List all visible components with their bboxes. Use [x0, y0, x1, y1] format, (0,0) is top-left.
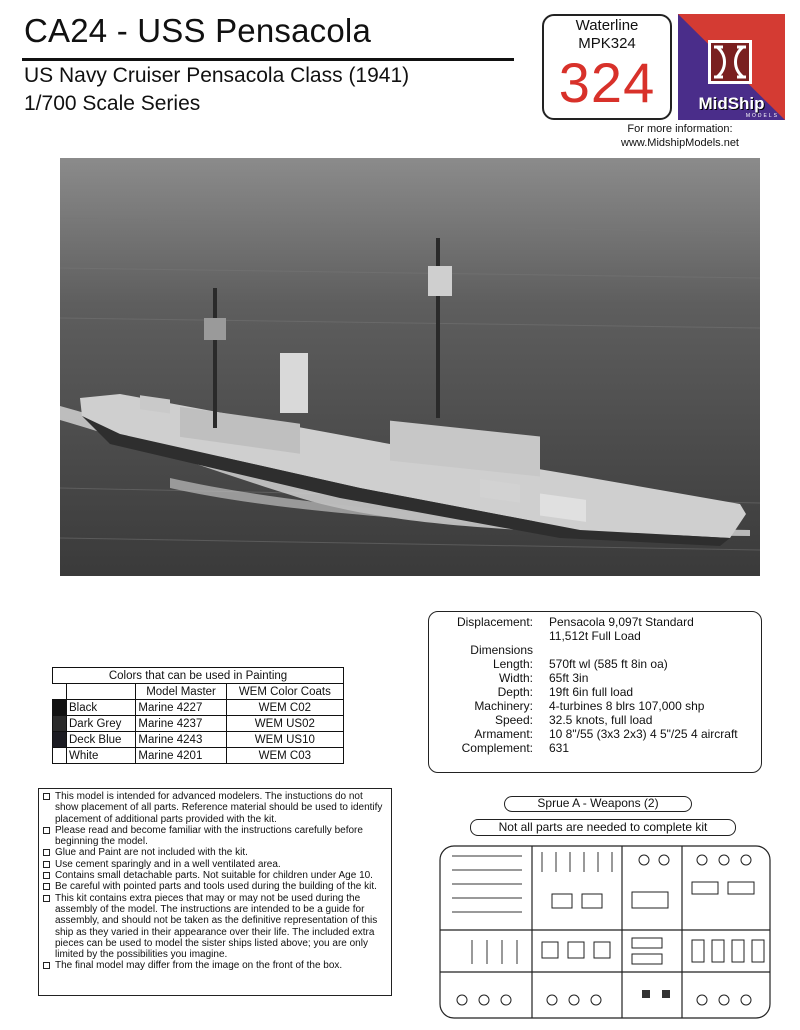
ship-photo	[60, 158, 760, 576]
scale-series: 1/700 Scale Series	[24, 92, 201, 115]
checkbox-icon	[43, 962, 50, 969]
website-link[interactable]: www.MidshipModels.net	[621, 137, 739, 149]
note-item: Contains small detachable parts. Not suitable for children under Age 10.	[43, 870, 387, 881]
spec-row: Length: 570ft wl (585 ft 8in oa)	[492, 657, 668, 671]
note-item: Be careful with pointed parts and tools used during the building of the kit.	[43, 881, 387, 892]
sprue-diagram	[432, 842, 778, 1022]
table-caption: Colors that can be used in Painting	[53, 668, 344, 684]
table-row: Black Marine 4227 WEM C02	[53, 700, 344, 716]
note-item: This model is intended for advanced modelers. The instuctions do not show placement of all parts. Reference material should be used to identify placement of additional parts provided with the kit.	[43, 791, 387, 825]
midship-logo	[678, 14, 785, 120]
spec-row: Machinery: 4-turbines 8 blrs 107,000 shp	[474, 699, 705, 713]
spec-row: Displacement: Pensacola 9,097t Standard	[456, 615, 694, 629]
color-swatch	[53, 732, 67, 748]
table-row: Deck Blue Marine 4243 WEM US10	[53, 732, 344, 748]
color-swatch	[53, 748, 67, 764]
page-title: CA24 - USS Pensacola	[24, 12, 372, 49]
badge-line-1: Waterline	[575, 17, 639, 34]
badge-line-2: MPK324	[578, 35, 636, 52]
sprue-note: Not all parts are needed to complete kit	[470, 819, 736, 836]
info-label: For more information:	[627, 123, 733, 135]
spec-row: Dimensions	[470, 643, 533, 657]
checkbox-icon	[43, 849, 50, 856]
table-row: White Marine 4201 WEM C03	[53, 748, 344, 764]
spec-row: Complement: 631	[461, 741, 570, 755]
note-item: This kit contains extra pieces that may or may not be used during the assembly of the model. The instructions are intended to be a guide for assembly, and should not be taken as the definitive representation of this ship as they varied in their appearance over their life. The included extra pieces can be used to model the sister ships listed above; you are only limited by the possibilities you imagine.	[43, 893, 387, 961]
note-item: The final model may differ from the image on the front of the box.	[43, 960, 387, 971]
table-row: Dark Grey Marine 4237 WEM US02	[53, 716, 344, 732]
color-swatch	[53, 716, 67, 732]
column-header: WEM Color Coats	[226, 684, 343, 700]
logo-sub: MODELS	[745, 113, 779, 119]
note-item: Use cement sparingly and in a well ventilated area.	[43, 859, 387, 870]
checkbox-icon	[43, 827, 50, 834]
logo-name: MidShip	[698, 94, 765, 113]
spec-row: Armament: 10 8"/55 (3x3 2x3) 4 5"/25 4 aircraft	[474, 727, 738, 741]
spec-row: Width: 65ft 3in	[498, 671, 589, 685]
badge-number: 324	[558, 51, 656, 114]
checkbox-icon	[43, 883, 50, 890]
note-item: Glue and Paint are not included with the kit.	[43, 847, 387, 858]
subtitle: US Navy Cruiser Pensacola Class (1941)	[24, 64, 410, 87]
color-swatch	[53, 700, 67, 716]
midship-logo-icon	[708, 40, 752, 84]
paint-colors-table	[52, 667, 344, 764]
specifications-box	[428, 611, 762, 773]
checkbox-icon	[43, 861, 50, 868]
checkbox-icon	[43, 872, 50, 879]
product-badge	[542, 14, 672, 120]
column-header: Model Master	[136, 684, 226, 700]
checkbox-icon	[43, 895, 50, 902]
title-rule	[22, 58, 514, 61]
note-item: Please read and become familiar with the instructions carefully before beginning the model.	[43, 825, 387, 848]
notes-box	[38, 788, 392, 996]
spec-row: Depth: 19ft 6in full load	[497, 685, 634, 699]
spec-row: 11,512t Full Load	[549, 629, 641, 643]
spec-row: Speed: 32.5 knots, full load	[494, 713, 653, 727]
checkbox-icon	[43, 793, 50, 800]
sprue-title: Sprue A - Weapons (2)	[504, 796, 692, 812]
